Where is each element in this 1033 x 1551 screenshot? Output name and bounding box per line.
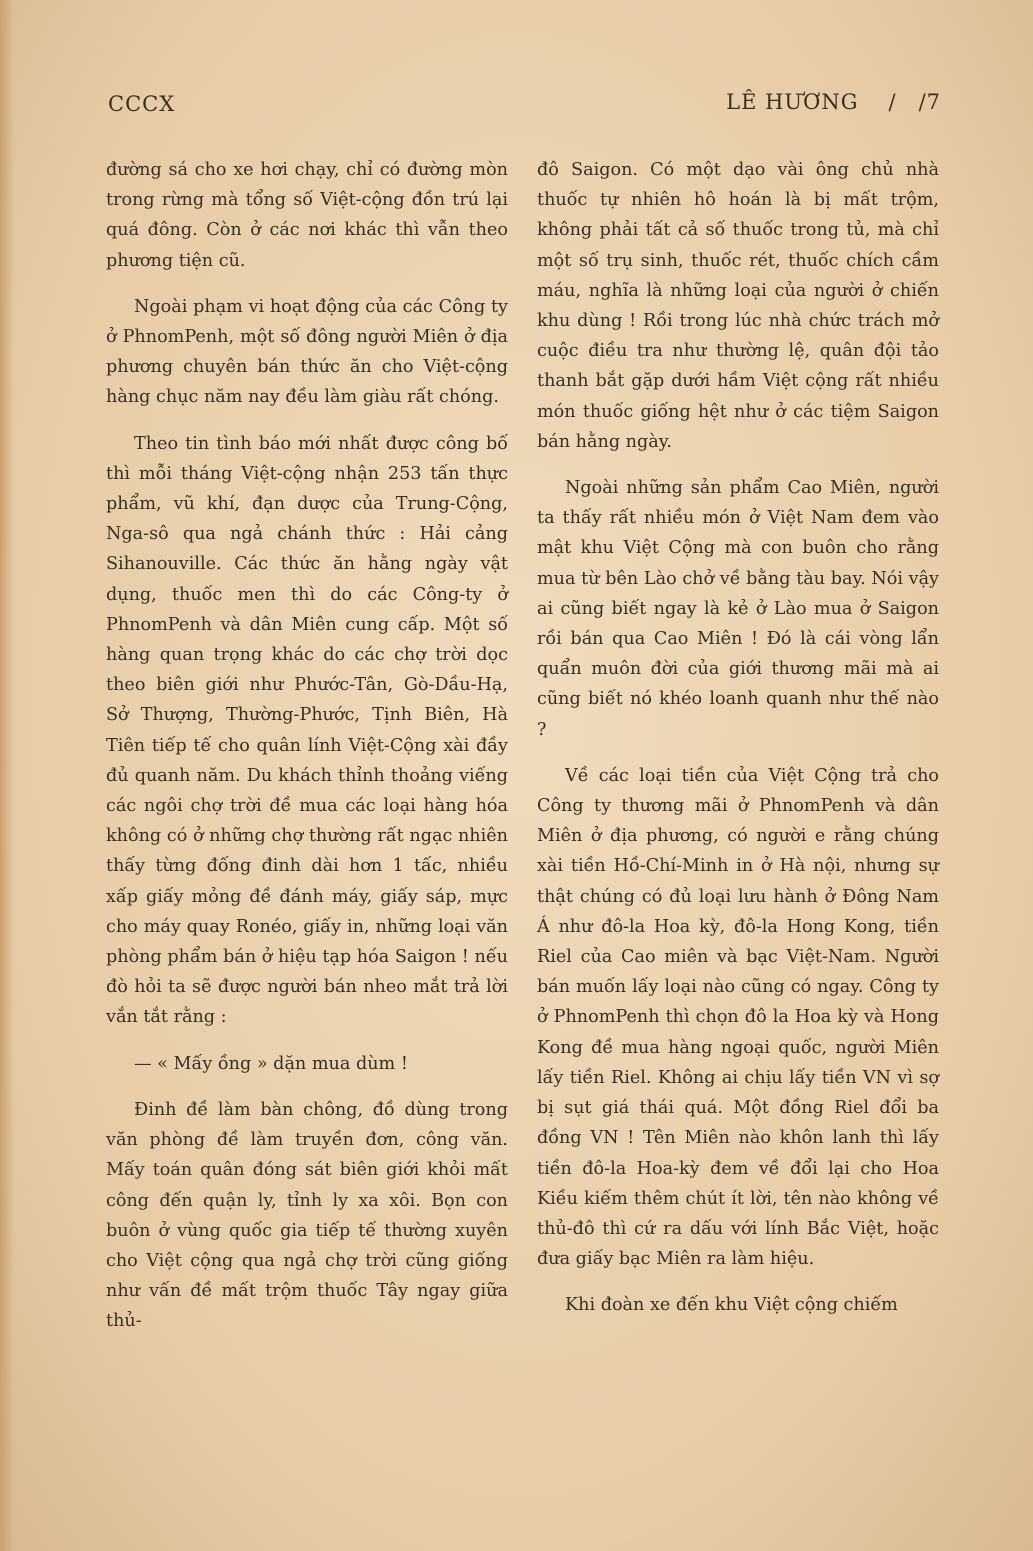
paragraph: Khi đoàn xe đến khu Việt cộng chiếm — [565, 1295, 898, 1316]
left-column — [106, 155, 508, 1353]
paragraph: Ngoài những sản phẩm Cao Miên, người ta thấy rất nhiều món ở Việt Nam đem vào mật khu Việt Cộng mà con buôn cho rằng mua từ bên Lào chở về bằng tàu bay. Nói vậy ai cũng biết ngay là kẻ ở Lào mua ở Saigon rồi bán qua Cao Miên ! Đó là cái vòng lẩn quẩn muôn đời của giới thương mãi mà ai cũng biết nó khéo loanh quanh như thế nào ? — [537, 478, 939, 740]
paragraph: đường sá cho xe hơi chạy, chỉ có đường mòn trong rừng mà tổng số Việt-cộng đồn trú lại quá đông. Còn ở các nơi khác thì vẫn theo phương tiện cũ. — [106, 160, 508, 271]
paragraph: đô Saigon. Có một dạo vài ông chủ nhà thuốc tự nhiên hô hoán là bị mất trộm, không phải tất cả số thuốc trong tủ, mà chỉ một số trụ sinh, thuốc rét, thuốc chích cầm máu, nghĩa là những loại của người ở chiến khu dùng ! Rồi trong lúc nhà chức trách mở cuộc điều tra như thường lệ, quân đội tảo thanh bắt gặp dưới hầm Việt cộng rất nhiều món thuốc giống hệt như ở các tiệm Saigon bán hằng ngày. — [537, 160, 939, 452]
running-header-author: LÊ HƯƠNG — [726, 90, 859, 114]
page-edge-shadow — [0, 0, 14, 1551]
paragraph: Về các loại tiền của Việt Cộng trả cho Công ty thương mãi ở PhnomPenh và dân Miên ở địa phương, có người e rằng chúng xài tiền Hồ-Chí-Minh in ở Hà nội, nhưng sự thật chúng có đủ loại lưu hành ở Đông Nam Á như đô-la Hoa kỳ, đô-la Hong Kong, tiền Riel của Cao miên và bạc Việt-Nam. Người bán muốn lấy loại nào cũng có ngay. Công ty ở PhnomPenh thì chọn đô la Hoa kỳ và Hong Kong đề mua hàng ngoại quốc, người Miên lấy tiền Riel. Không ai chịu lấy tiền VN vì sợ bị sụt giá thái quá. Một đồng Riel đổi ba đồng VN ! Tên Miên nào khôn lanh thì lấy tiền đô-la Hoa-kỳ đem về đổi lại cho Hoa Kiều kiếm thêm chút ít lời, tên nào không về thủ-đô thì cứ ra dấu với lính Bắc Việt, hoặc đưa giấy bạc Miên ra làm hiệu. — [537, 765, 939, 1270]
paragraph: Đinh đề làm bàn chông, đồ dùng trong văn phòng đề làm truyền đơn, công văn. Mấy toán quân đóng sát biên giới khỏi mất công đến quận ly, tỉnh ly xa xôi. Bọn con buôn ở vùng quốc gia tiếp tế thường xuyên cho Việt cộng qua ngả chợ trời cũng giống như vấn đề mất trộm thuốc Tây ngay giữa thủ- — [106, 1099, 508, 1332]
header-separator: / — [888, 90, 897, 114]
paragraph: Ngoài phạm vi hoạt động của các Công ty ở PhnomPenh, một số đông người Miên ở địa phương chuyên bán thức ăn cho Việt-cộng hàng chục năm nay đều làm giàu rất chóng. — [106, 296, 508, 408]
paragraph: Theo tin tình báo mới nhất được công bố thì mỗi tháng Việt-cộng nhận 253 tấn thực phẩm, vũ khí, đạn dược của Trung-Cộng, Nga-sô qua ngả chánh thức : Hải cảng Sihanouville. Các thức ăn hằng ngày vật dụng, thuốc men thì do các Công-ty ở PhnomPenh và dân Miên cung cấp. Một số hàng quan trọng khác do các chợ trời dọc theo biên giới như Phước-Tân, Gò-Dầu-Hạ, Sở Thượng, Thường-Phước, Tịnh Biên, Hà Tiên tiếp tế cho quân lính Việt-Cộng xài đầy đủ quanh năm. Du khách thỉnh thoảng viếng các ngôi chợ trời đề mua các loại hàng hóa không có ở những chợ thường rất ngạc nhiên thấy từng đống đinh dài hơn 1 tấc, nhiều xấp giấy mỏng đề đánh máy, giấy sáp, mực cho máy quay Ronéo, giấy in, những loại văn phòng phẩm bán ở hiệu tạp hóa Saigon ! nếu đò hỏi ta sẽ được người bán nheo mắt trả lời vắn tắt rằng : — [106, 433, 508, 1028]
right-column — [537, 155, 939, 1337]
running-header-right — [726, 90, 941, 114]
page-number: /7 — [918, 90, 941, 114]
running-header-section: CCCX — [108, 92, 176, 116]
quote-line: — « Mấy ồng » dặn mua dùm ! — [134, 1053, 408, 1074]
